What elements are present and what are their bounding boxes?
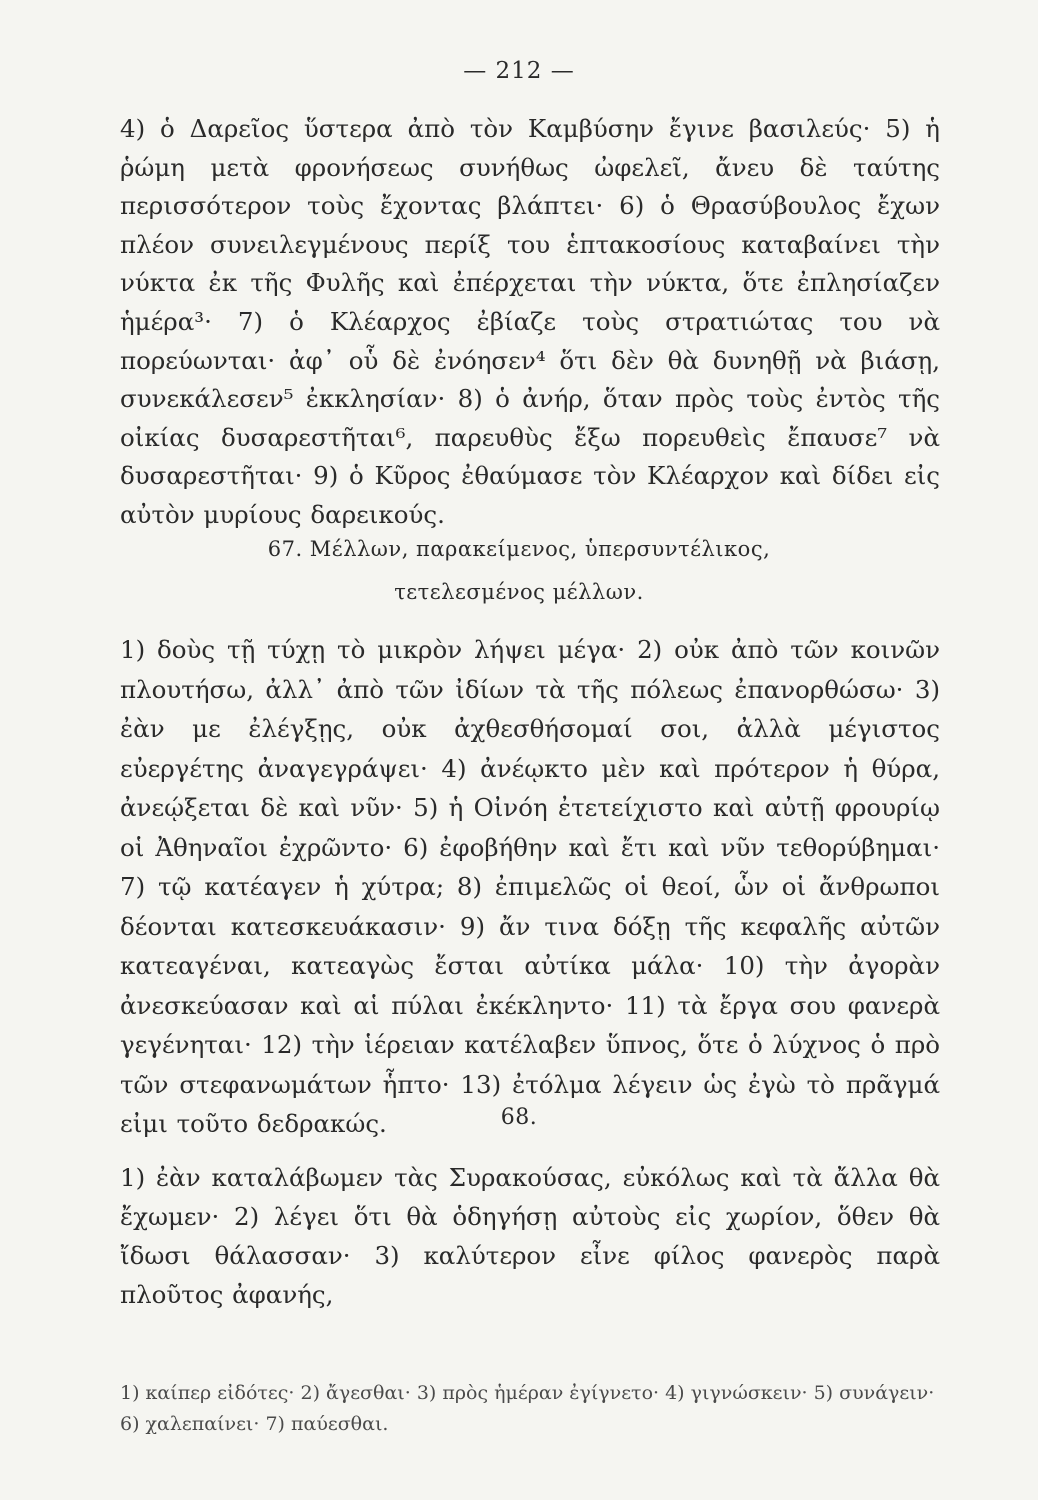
section-68-heading: 68. [500, 1105, 538, 1130]
exercise-66-continuation: 4) ὁ Δαρεῖος ὕστερα ἀπὸ τὸν Καμβύσην ἔγινε βασιλεύς· 5) ἡ ῥώμη μετὰ φρονήσεως συνήθως ὠφελεῖ, ἄνευ δὲ ταύτης περισσότερον τοὺς ἔχοντας βλάπτει· 6) ὁ Θρασύβουλος ἔχων πλέον συνειλεγμένους περίξ του ἑπτακοσίους καταβαίνει τὴν νύκτα ἐκ τῆς Φυλῆς καὶ ἐπέρχεται τὴν νύκτα, ὅτε ἐπλησίαζεν ἡμέρα³· 7) ὁ Κλέαρχος ἐβίαζε τοὺς στρατιώτας του νὰ πορεύωνται· ἀφ᾽ οὗ δὲ ἐνόησεν⁴ ὅτι δὲν θὰ δυνηθῇ νὰ βιάσῃ, συνεκάλεσεν⁵ ἐκκλησίαν· 8) ὁ ἀνήρ, ὅταν πρὸς τοὺς ἐντὸς τῆς οἰκίας δυσαρεστῆται⁶, παρευθὺς ἔξω πορευθεὶς ἔπαυσε⁷ νὰ δυσαρεστῆται· 9) ὁ Κῦρος ἐθαύμασε τὸν Κλέαρχον καὶ δίδει εἰς αὐτὸν μυρίους δαρεικούς. [120, 114, 940, 529]
footnotes: 1) καίπερ εἰδότες· 2) ἄγεσθαι· 3) πρὸς ἡμέραν ἐγίγνετο· 4) γιγνώσκειν· 5) συνάγειν· 6) χαλεπαίνει· 7) παύεσθαι. [120, 1382, 935, 1435]
section-67-heading-line1: 67. Μέλλων, παρακείμενος, ὑπερσυντέλικος, [267, 537, 771, 561]
page-number: — 212 — [463, 58, 575, 84]
section-67-heading-line2: τετελεσμένος μέλλων. [394, 580, 644, 604]
exercise-67-text: 1) δοὺς τῇ τύχῃ τὸ μικρὸν λήψει μέγα· 2) οὐκ ἀπὸ τῶν κοινῶν πλουτήσω, ἀλλ᾽ ἀπὸ τῶν ἰδίων τὰ τῆς πόλεως ἐπανορθώσω· 3) ἐὰν με ἐλέγξῃς, οὐκ ἀχθεσθήσομαί σοι, ἀλλὰ μέγιστος εὐεργέτης ἀναγεγράψει· 4) ἀνέῳκτο μὲν καὶ πρότερον ἡ θύρα, ἀνεῴξεται δὲ καὶ νῦν· 5) ἡ Οἰνόη ἐτετείχιστο καὶ αὐτῇ φρουρίῳ οἱ Ἀθηναῖοι ἐχρῶντο· 6) ἐφοβήθην καὶ ἔτι καὶ νῦν τεθορύβημαι· 7) τῷ κατέαγεν ἡ χύτρα; 8) ἐπιμελῶς οἱ θεοί, ὧν οἱ ἄνθρωποι δέονται κατεσκευάκασιν· 9) ἄν τινα δόξῃ τῆς κεφαλῆς αὐτῶν κατεαγέναι, κατεαγὼς ἔσται αὐτίκα μάλα· 10) τὴν ἀγορὰν ἀνεσκεύασαν καὶ αἱ πύλαι ἐκέκληντο· 11) τὰ ἔργα σου φανερὰ γεγένηται· 12) τὴν ἱέρειαν κατέλαβεν ὕπνος, ὅτε ὁ λύχνος ὁ πρὸ τῶν στεφανωμάτων ἧπτο· 13) ἐτόλμα λέγειν ὡς ἐγὼ τὸ πρᾶγμά εἰμι τοῦτο δεδρακώς. [120, 635, 940, 1138]
exercise-68-text: 1) ἐὰν καταλάβωμεν τὰς Συρακούσας, εὐκόλως καὶ τὰ ἄλλα θὰ ἔχωμεν· 2) λέγει ὅτι θὰ ὁδηγήσῃ αὐτοὺς εἰς χωρίον, ὅθεν θὰ ἴδωσι θάλασσαν· 3) καλύτερον εἶνε φίλος φανερὸς παρὰ πλοῦτος ἀφανής, [120, 1163, 940, 1309]
